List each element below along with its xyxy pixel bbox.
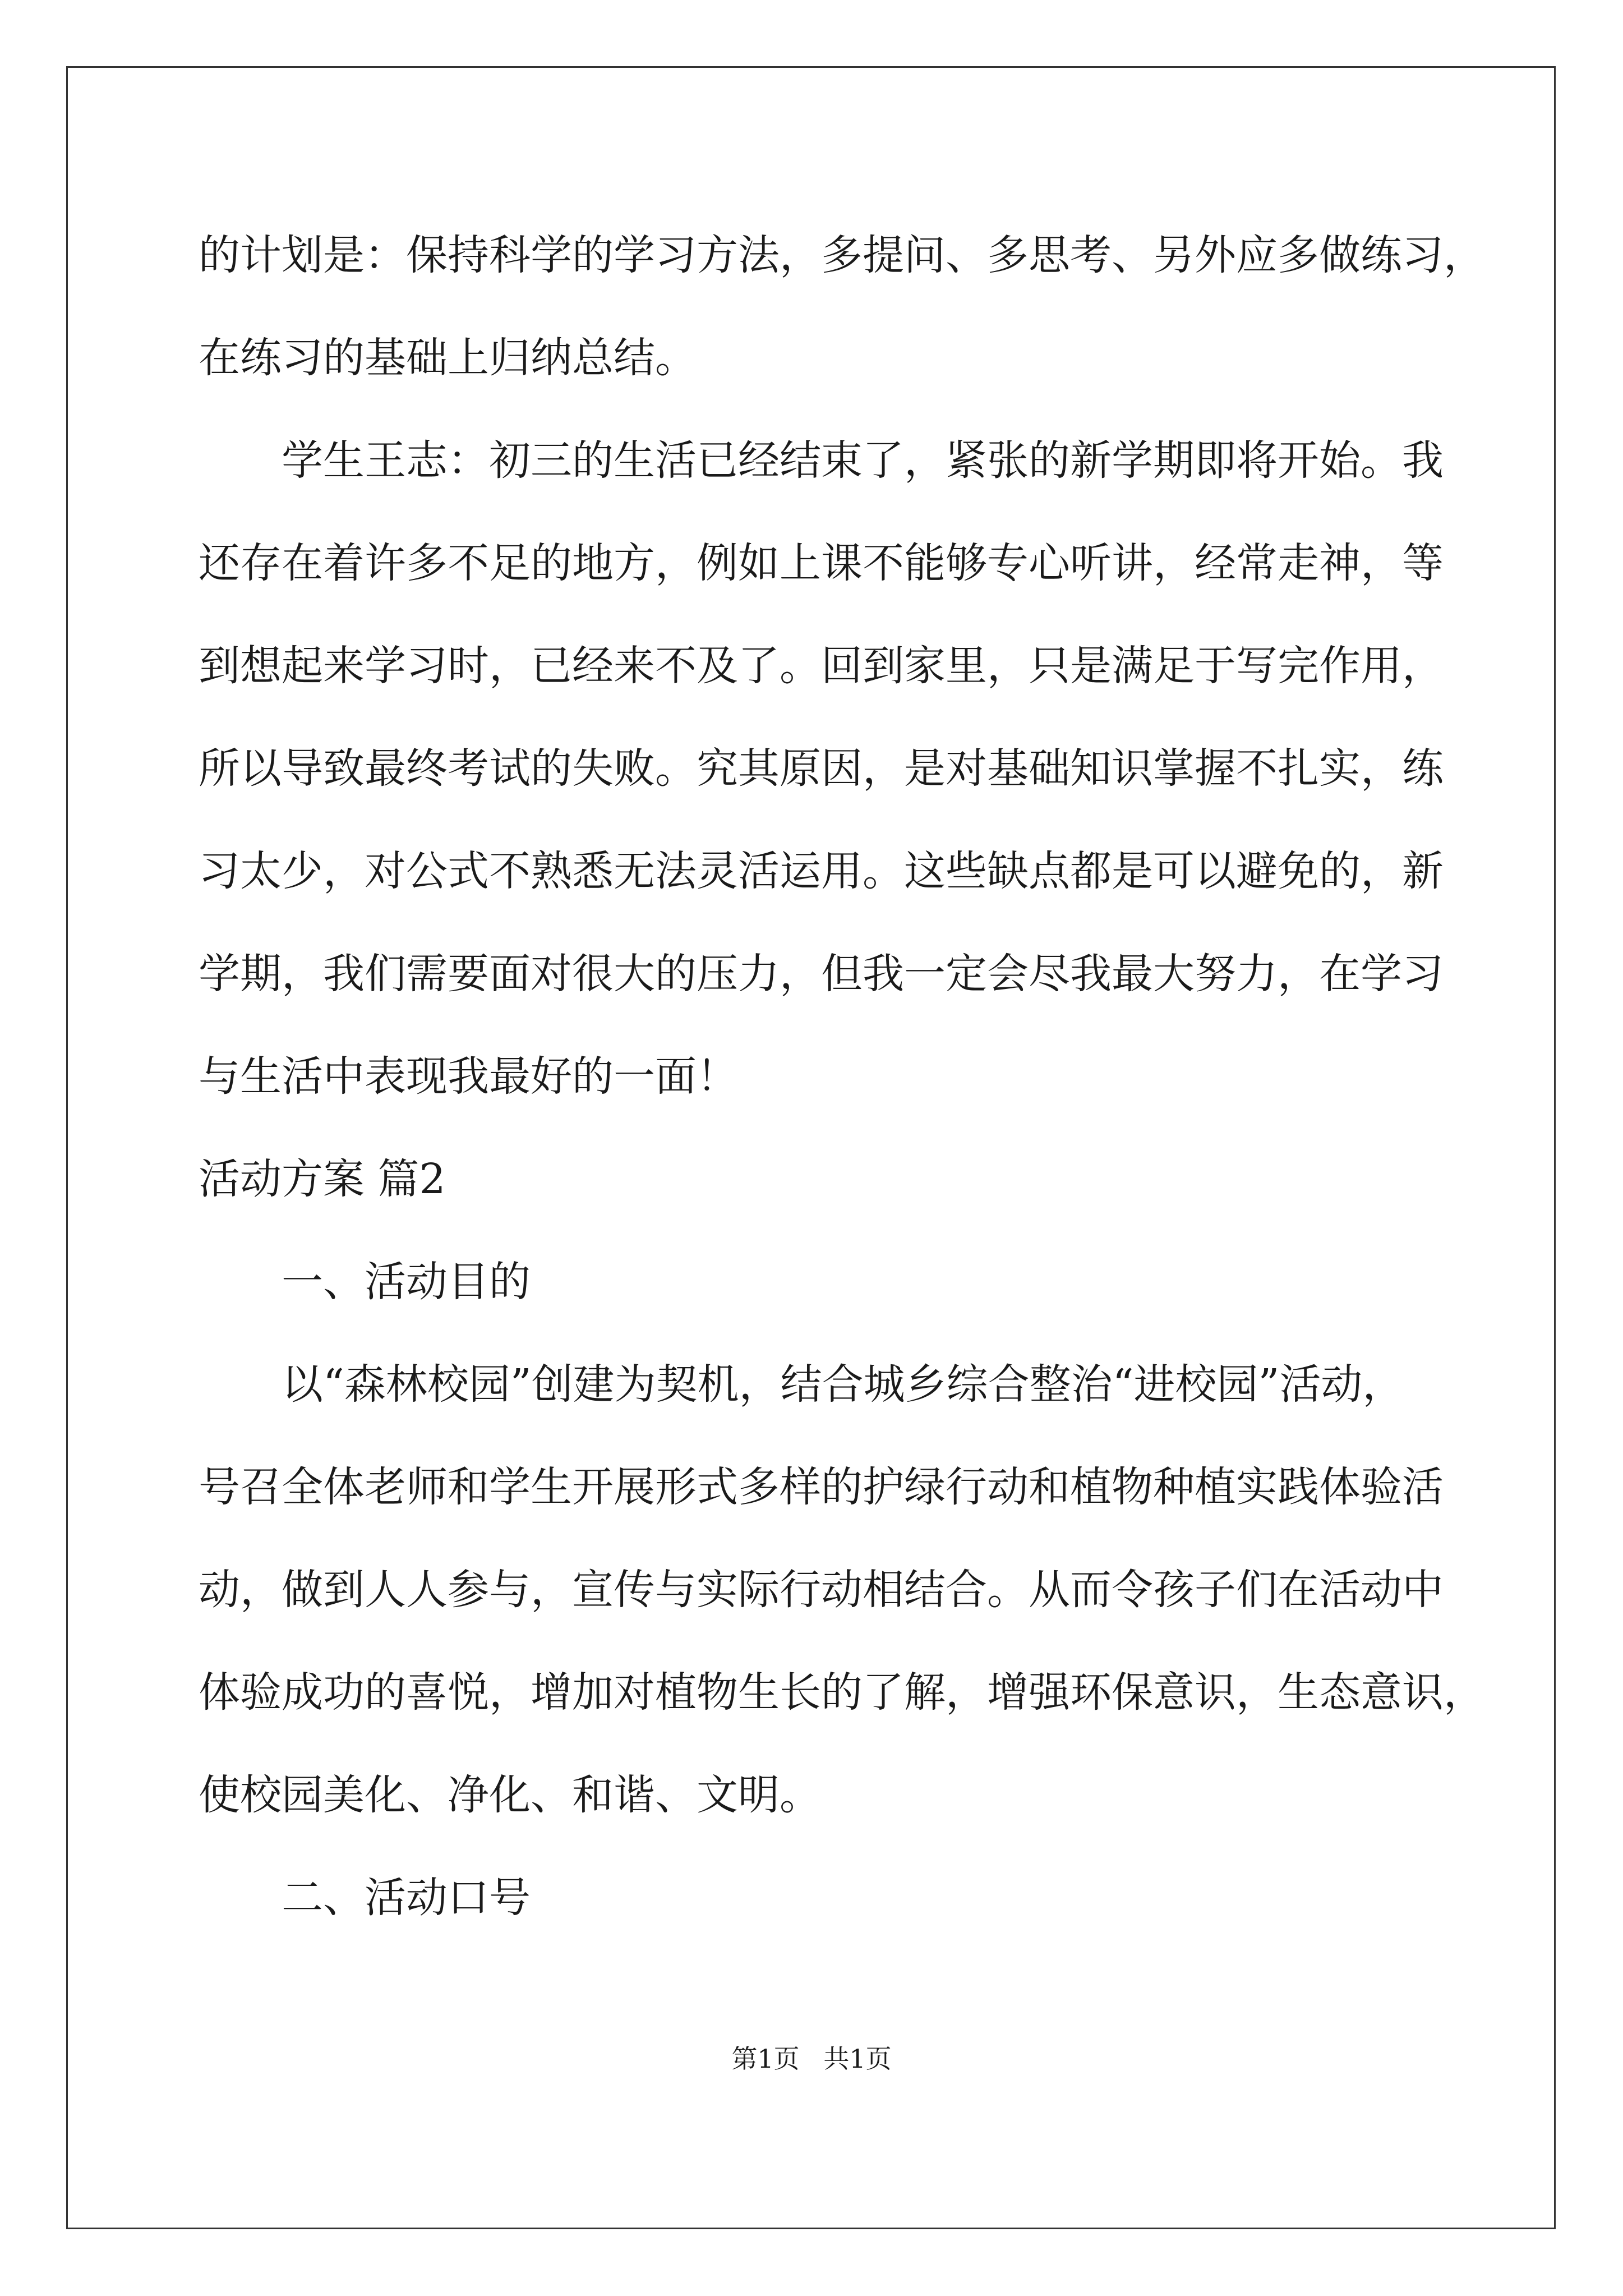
text-line: 学生王志：初三的生活已经结束了，紧张的新学期即将开始。我: [282, 436, 1444, 485]
text-line: 在练习的基础上归纳总结。: [199, 334, 697, 382]
page-total: 共1页: [823, 2044, 892, 2074]
document-body: [199, 204, 1485, 1949]
text-line: 的计划是：保持科学的学习方法，多提问、多思考、另外应多做练习，: [199, 231, 1485, 279]
text-line: 与生活中表现我最好的一面！: [199, 1052, 738, 1101]
text-line: 所以导致最终考试的失败。究其原因，是对基础知识掌握不扎实，练: [199, 744, 1444, 793]
text-line: 还存在着许多不足的地方，例如上课不能够专心听讲，经常走神，等: [199, 539, 1444, 587]
section-heading: 活动方案 篇2: [199, 1155, 446, 1203]
text-line: 使校园美化、净化、和谐、文明。: [199, 1771, 821, 1819]
text-line: 号召全体老师和学生开展形式多样的护绿行动和植物种植实践体验活: [199, 1463, 1444, 1511]
subsection-heading: 二、活动口号: [282, 1874, 531, 1922]
page-number: 第1页: [731, 2044, 800, 2074]
subsection-heading: 一、活动目的: [282, 1258, 531, 1306]
text-line: 以“森林校园”创建为契机，结合城乡综合整治“进校园”活动，: [282, 1360, 1404, 1409]
text-line: 到想起来学习时，已经来不及了。回到家里，只是满足于写完作用，: [199, 642, 1444, 690]
text-line: 习太少，对公式不熟悉无法灵活运用。这些缺点都是可以避免的，新: [199, 847, 1444, 895]
text-line: 体验成功的喜悦，增加对植物生长的了解，增强环保意识，生态意识，: [199, 1668, 1485, 1717]
text-line: 学期，我们需要面对很大的压力，但我一定会尽我最大努力，在学习: [199, 950, 1444, 998]
page-footer: [0, 2042, 1623, 2076]
text-line: 动，做到人人参与，宣传与实际行动相结合。从而令孩子们在活动中: [199, 1566, 1444, 1614]
